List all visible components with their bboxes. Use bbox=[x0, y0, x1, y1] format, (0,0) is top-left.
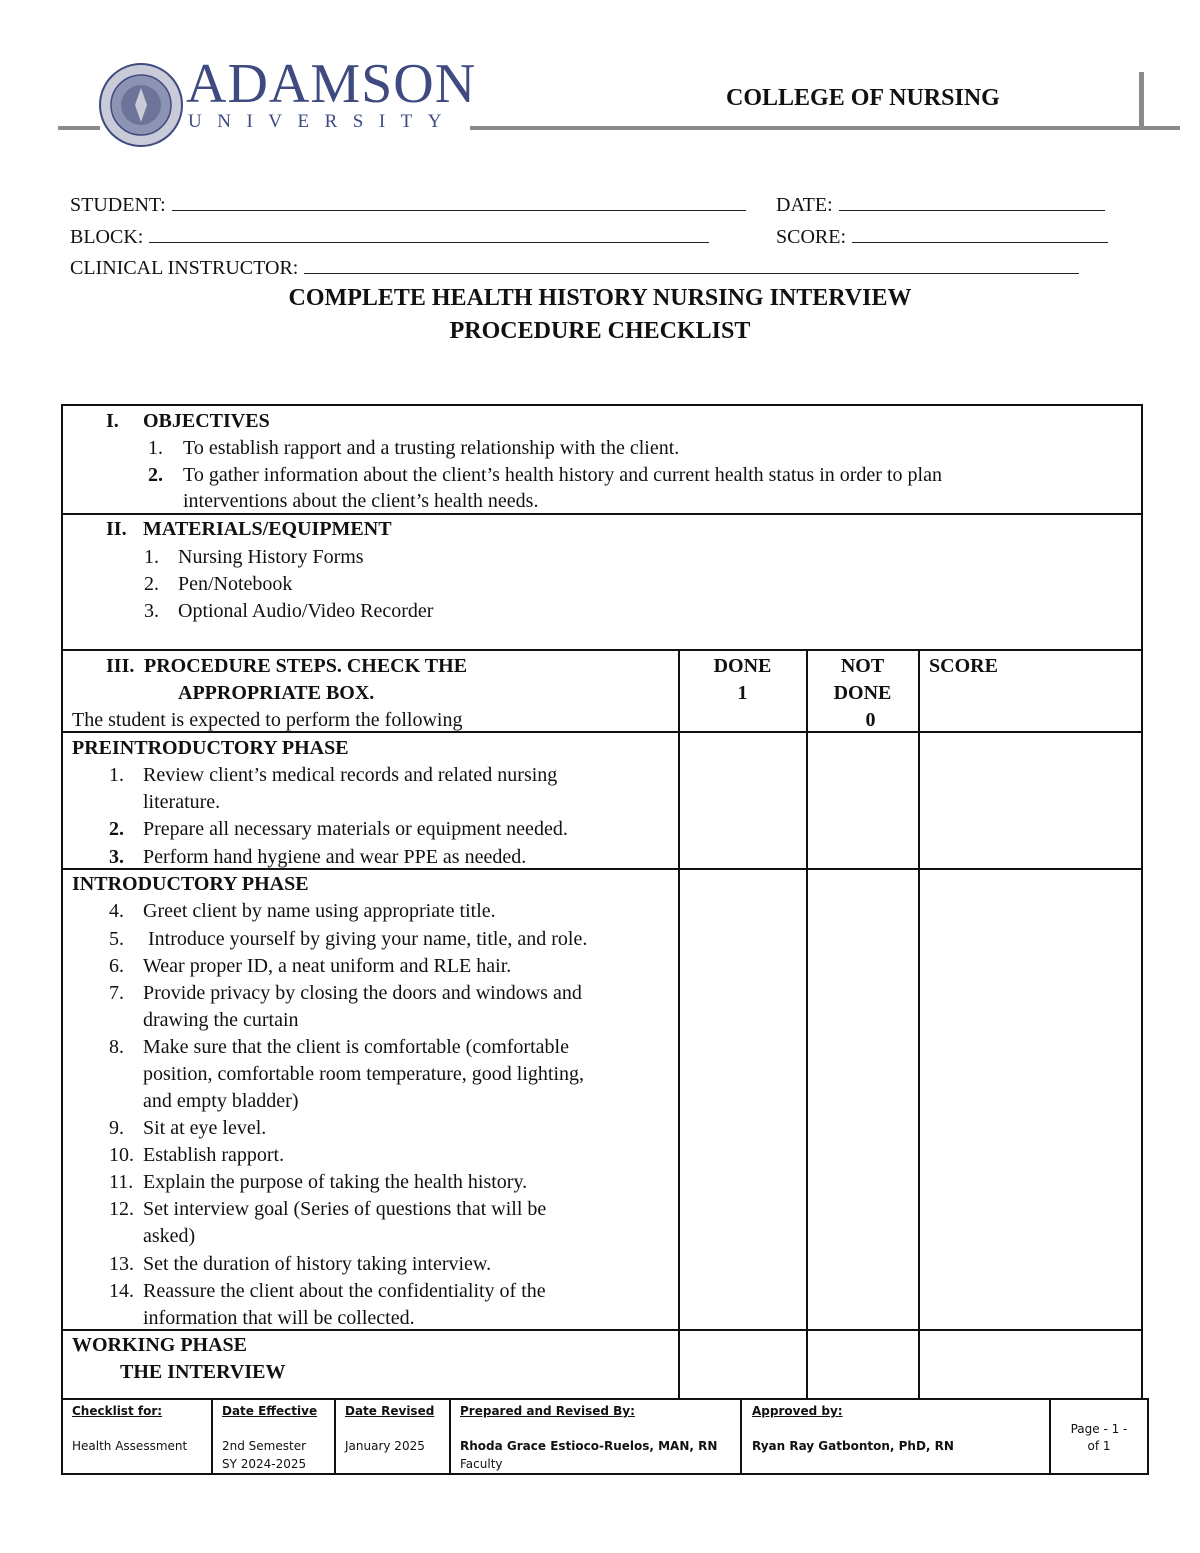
step-text-continued: information that will be collected. bbox=[143, 1307, 415, 1329]
objective-item-continued: interventions about the client’s health needs. bbox=[183, 490, 539, 512]
procedure-number: III. bbox=[106, 655, 135, 677]
step-number: 5. bbox=[109, 928, 124, 950]
step-number: 10. bbox=[109, 1144, 134, 1166]
objectives-heading: OBJECTIVES bbox=[143, 410, 270, 432]
step-number: 7. bbox=[109, 982, 124, 1004]
step-text: Greet client by name using appropriate title. bbox=[143, 900, 496, 922]
step-text: Set the duration of history taking interview. bbox=[143, 1253, 492, 1275]
not-done-column-header-line2: DONE bbox=[833, 682, 892, 704]
step-number: 8. bbox=[109, 1036, 124, 1058]
step-number: 1. bbox=[109, 764, 124, 786]
column-divider bbox=[806, 649, 808, 1400]
approved-by-label: Approved by: bbox=[752, 1404, 843, 1418]
row-divider bbox=[61, 649, 1143, 651]
footer-column-divider bbox=[449, 1398, 451, 1475]
objective-item: To establish rapport and a trusting relationship with the client. bbox=[183, 437, 680, 459]
step-text: Make sure that the client is comfortable (comfortable bbox=[143, 1036, 569, 1058]
date-revised-label: Date Revised bbox=[345, 1404, 435, 1418]
header-rule-right bbox=[470, 126, 1180, 130]
material-item: Optional Audio/Video Recorder bbox=[178, 600, 434, 622]
step-text-continued: position, comfortable room temperature, good lighting, bbox=[143, 1063, 585, 1085]
header-rule-vertical bbox=[1139, 72, 1144, 128]
score-column-header: SCORE bbox=[929, 655, 998, 677]
row-divider bbox=[61, 513, 1143, 515]
document-title: COMPLETE HEALTH HISTORY NURSING INTERVIEW bbox=[288, 285, 912, 311]
done-column-header: DONE bbox=[713, 655, 772, 677]
score-blank[interactable] bbox=[852, 227, 1108, 243]
college-name: COLLEGE OF NURSING bbox=[726, 85, 1000, 111]
list-item-number: 1. bbox=[148, 437, 163, 459]
checklist-for-label: Checklist for: bbox=[72, 1404, 163, 1418]
instructor-field bbox=[70, 258, 1079, 278]
brand-subtitle: UNIVERSITY bbox=[188, 111, 457, 132]
date-effective-value: 2nd Semester bbox=[222, 1439, 307, 1453]
page-number: Page - 1 - bbox=[1070, 1422, 1128, 1436]
step-text: Prepare all necessary materials or equipment needed. bbox=[143, 818, 568, 840]
date-revised-value: January 2025 bbox=[345, 1439, 425, 1453]
prepared-by-label: Prepared and Revised By: bbox=[460, 1404, 635, 1418]
procedure-note: The student is expected to perform the following bbox=[72, 709, 463, 731]
document-subtitle: PROCEDURE CHECKLIST bbox=[449, 318, 751, 344]
step-text: Wear proper ID, a neat uniform and RLE hair. bbox=[143, 955, 512, 977]
step-text-continued: and empty bladder) bbox=[143, 1090, 299, 1112]
phase-subtitle: THE INTERVIEW bbox=[120, 1361, 286, 1383]
step-number: 13. bbox=[109, 1253, 134, 1275]
date-blank[interactable] bbox=[839, 195, 1105, 211]
prepared-by-value: Rhoda Grace Estioco-Ruelos, MAN, RN bbox=[460, 1439, 718, 1453]
instructor-blank[interactable] bbox=[304, 258, 1079, 274]
list-item-number: 3. bbox=[144, 600, 159, 622]
material-item: Pen/Notebook bbox=[178, 573, 293, 595]
phase-title: PREINTRODUCTORY PHASE bbox=[72, 737, 349, 759]
objectives-number: I. bbox=[106, 410, 119, 432]
step-number: 6. bbox=[109, 955, 124, 977]
materials-number: II. bbox=[106, 518, 127, 540]
header-rule-left bbox=[58, 126, 100, 130]
done-column-value: 1 bbox=[737, 682, 748, 704]
instructor-label: CLINICAL INSTRUCTOR: bbox=[70, 257, 299, 279]
step-number: 2. bbox=[109, 818, 124, 840]
step-number: 12. bbox=[109, 1198, 134, 1220]
list-item-number: 2. bbox=[148, 464, 163, 486]
step-number: 3. bbox=[109, 846, 124, 868]
footer-column-divider bbox=[211, 1398, 213, 1475]
procedure-heading: PROCEDURE STEPS. CHECK THE bbox=[144, 655, 468, 677]
phase-title: INTRODUCTORY PHASE bbox=[72, 873, 309, 895]
page-total: of 1 bbox=[1087, 1439, 1111, 1453]
step-text: Establish rapport. bbox=[143, 1144, 285, 1166]
step-text-continued: asked) bbox=[143, 1225, 196, 1247]
date-field bbox=[776, 195, 1105, 215]
step-text: Introduce yourself by giving your name, title, and role. bbox=[143, 928, 588, 950]
brand-name: ADAMSON bbox=[186, 53, 477, 115]
step-text: Reassure the client about the confidentiality of the bbox=[143, 1280, 546, 1302]
step-number: 9. bbox=[109, 1117, 124, 1139]
phase-title: WORKING PHASE bbox=[72, 1334, 248, 1356]
step-text-continued: drawing the curtain bbox=[143, 1009, 299, 1031]
score-field bbox=[776, 227, 1108, 247]
date-effective-value-line2: SY 2024-2025 bbox=[222, 1457, 307, 1471]
step-text: Review client’s medical records and related nursing bbox=[143, 764, 558, 786]
step-text: Explain the purpose of taking the health history. bbox=[143, 1171, 528, 1193]
date-label: DATE: bbox=[776, 194, 833, 216]
not-done-column-value: 0 bbox=[865, 709, 876, 731]
footer-column-divider bbox=[334, 1398, 336, 1475]
student-field bbox=[70, 195, 746, 215]
row-divider bbox=[61, 1329, 1143, 1331]
not-done-column-header: NOT bbox=[840, 655, 885, 677]
step-number: 4. bbox=[109, 900, 124, 922]
footer-column-divider bbox=[740, 1398, 742, 1475]
row-divider bbox=[61, 731, 1143, 733]
column-divider bbox=[678, 649, 680, 1400]
list-item-number: 2. bbox=[144, 573, 159, 595]
score-label: SCORE: bbox=[776, 226, 847, 248]
block-blank[interactable] bbox=[149, 227, 709, 243]
student-blank[interactable] bbox=[172, 195, 746, 211]
university-seal-icon bbox=[98, 62, 184, 148]
prepared-by-role: Faculty bbox=[460, 1457, 503, 1471]
approved-by-value: Ryan Ray Gatbonton, PhD, RN bbox=[752, 1439, 954, 1453]
materials-heading: MATERIALS/EQUIPMENT bbox=[143, 518, 392, 540]
row-divider bbox=[61, 868, 1143, 870]
procedure-heading-continued: APPROPRIATE BOX. bbox=[178, 682, 375, 704]
step-number: 11. bbox=[109, 1171, 134, 1193]
checklist-for-value: Health Assessment bbox=[72, 1439, 188, 1453]
material-item: Nursing History Forms bbox=[178, 546, 364, 568]
step-text: Perform hand hygiene and wear PPE as needed. bbox=[143, 846, 527, 868]
step-text: Sit at eye level. bbox=[143, 1117, 267, 1139]
block-label: BLOCK: bbox=[70, 226, 144, 248]
objective-item: To gather information about the client’s health history and current health status in order to plan bbox=[183, 464, 942, 486]
step-text: Set interview goal (Series of questions that will be bbox=[143, 1198, 547, 1220]
footer-column-divider bbox=[1049, 1398, 1051, 1475]
date-effective-label: Date Effective bbox=[222, 1404, 318, 1418]
list-item-number: 1. bbox=[144, 546, 159, 568]
step-text-continued: literature. bbox=[143, 791, 221, 813]
column-divider bbox=[918, 649, 920, 1400]
step-number: 14. bbox=[109, 1280, 134, 1302]
block-field bbox=[70, 227, 709, 247]
step-text: Provide privacy by closing the doors and windows and bbox=[143, 982, 582, 1004]
student-label: STUDENT: bbox=[70, 194, 166, 216]
